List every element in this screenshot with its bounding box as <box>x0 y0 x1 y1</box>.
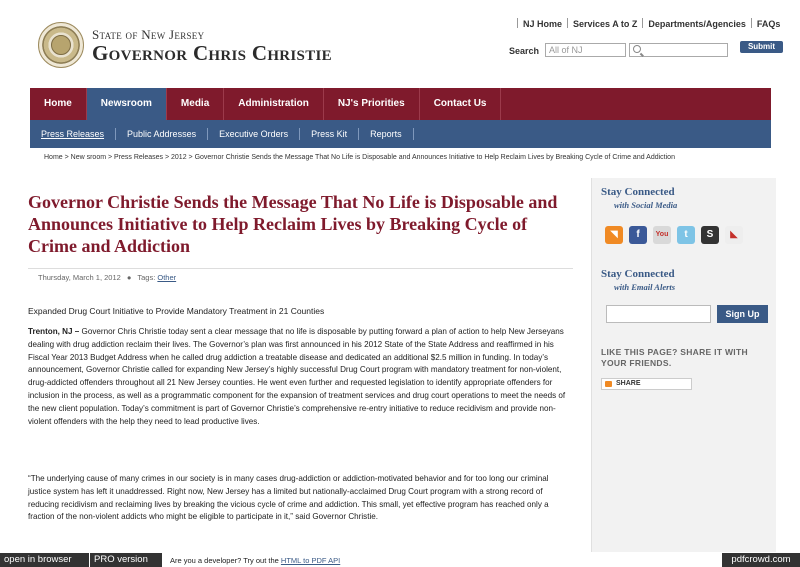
divider <box>751 18 752 28</box>
subnav-reports[interactable]: Reports <box>359 128 414 140</box>
pro-version-button[interactable]: PRO version <box>90 553 162 567</box>
paragraph-text: Governor Chris Christie today sent a clear message that no life is disposable by putting forward a plan of action to help New Jerseyans dealing with drug addiction reclaim their lives. The Governor’s plan was first announced in his 2012 State of the State Address and reaffirmed in his Fiscal Year 2013 Budget Address when he called drug addiction a treatable disease and dedicated an additional $2.5 million in funding. In today’s announcement, Governor Christie called for expanding New Jersey’s highly successful Drug Court program with mandatory treatment for non-violent, drug-addicted offenders throughout all 21 New Jersey counties. He went even further and requested legislation to identify appropriate offenders for inclusion in the process, as well as a programmatic component for the expansion of treatment services and drug court operations to meet the needs of the new client population. Today’s commitment is part of Governor Christie’s comprehensive re-entry initiative to reduce recidivism and provide non-violent offenders with the help they need to lead productive lives. <box>28 327 566 426</box>
utility-links <box>512 18 780 29</box>
social-icons <box>605 226 743 244</box>
pdfcrowd-brand[interactable]: pdfcrowd.com <box>722 553 800 567</box>
twitter-icon[interactable]: t <box>677 226 695 244</box>
nav-newsroom[interactable]: Newsroom <box>87 88 167 120</box>
subnav-executive-orders[interactable]: Executive Orders <box>208 128 300 140</box>
open-in-browser-button[interactable]: open in browser <box>0 553 89 567</box>
pdf-footer-bar <box>0 552 800 567</box>
social-heading: Stay Connected <box>601 186 675 198</box>
nav-home[interactable]: Home <box>30 88 87 120</box>
subnav-press-releases[interactable]: Press Releases <box>30 128 116 140</box>
seal-center <box>51 35 71 55</box>
rss-icon[interactable]: ◥ <box>605 226 623 244</box>
tags-label: Tags: <box>137 273 156 282</box>
submit-button[interactable]: Submit <box>740 41 783 53</box>
breadcrumb[interactable]: Home > New sroom > Press Releases > 2012 > Governor Christie Sends the Message That No Life is Disposable and Announces Initiative to Help Reclaim Lives by Breaking Cycle of Crime and Addiction <box>44 154 675 161</box>
article-lede: Expanded Drug Court Initiative to Provide Mandatory Treatment in 21 Counties <box>28 306 325 316</box>
bullet: ● <box>126 273 132 282</box>
brand-governor[interactable]: Governor Chris Christie <box>92 41 332 65</box>
email-input[interactable] <box>606 305 711 323</box>
subnav-press-kit[interactable]: Press Kit <box>300 128 359 140</box>
facebook-icon[interactable]: f <box>629 226 647 244</box>
youtube-icon[interactable]: You <box>653 226 671 244</box>
email-heading: Stay Connected <box>601 268 675 280</box>
state-seal-icon[interactable] <box>38 22 84 68</box>
page-title: Governor Christie Sends the Message That No Life is Disposable and Announces Initiative to Help Reclaim Lives by Breaking Cycle of Crime and Addiction <box>28 192 558 256</box>
social-subheading: with Social Media <box>614 200 678 210</box>
nav-administration[interactable]: Administration <box>224 88 324 120</box>
signup-button[interactable]: Sign Up <box>717 305 768 323</box>
developer-prompt: Are you a developer? Try out the <box>170 556 279 565</box>
search-label: Search <box>509 46 540 56</box>
search-scope-select[interactable]: All of NJ <box>545 43 626 57</box>
services-link[interactable]: Services A to Z <box>573 19 638 29</box>
article-meta <box>28 268 573 282</box>
article-date: Thursday, March 1, 2012 <box>38 273 121 282</box>
divider <box>567 18 568 28</box>
nav-contact[interactable]: Contact Us <box>420 88 502 120</box>
subnav-public-addresses[interactable]: Public Addresses <box>116 128 208 140</box>
tag-link[interactable]: Other <box>157 273 177 282</box>
article-paragraph <box>28 326 573 428</box>
divider <box>517 18 518 28</box>
developer-note <box>170 556 340 565</box>
nav-priorities[interactable]: NJ's Priorities <box>324 88 420 120</box>
nj-home-link[interactable]: NJ Home <box>523 19 563 29</box>
html-to-pdf-link[interactable]: HTML to PDF API <box>280 556 341 565</box>
scribd-icon[interactable]: S <box>701 226 719 244</box>
dateline: Trenton, NJ – <box>28 327 80 336</box>
sub-nav <box>30 120 771 148</box>
divider <box>642 18 643 28</box>
brand-state[interactable]: State of New Jersey <box>92 27 205 42</box>
share-prompt: LIKE THIS PAGE? SHARE IT WITH YOUR FRIENDS. <box>601 347 748 368</box>
search-input[interactable] <box>629 43 728 57</box>
delicious-icon[interactable]: ◣ <box>725 226 743 244</box>
departments-link[interactable]: Departments/Agencies <box>648 19 746 29</box>
main-nav <box>30 88 771 120</box>
email-subheading: with Email Alerts <box>614 282 676 292</box>
nav-media[interactable]: Media <box>167 88 224 120</box>
search-icon <box>633 45 641 53</box>
faqs-link[interactable]: FAQs <box>756 19 781 29</box>
share-button[interactable]: SHARE <box>601 378 692 390</box>
article-paragraph: “The underlying cause of many crimes in our society is in many cases drug-addiction or addiction-motivated behavior and for too long our criminal justice system has left it unaddressed. Right now, New Jersey has a limited but nationally-acclaimed Drug Court program with a strong record of reducing recidivism and reclaiming lives by breaking the vicious cycle of crime and addiction. This small, yet effective program has reached only a fraction of the non-violent addicts who might be eligible to participate in it,” said Governor Christie. <box>28 474 549 522</box>
